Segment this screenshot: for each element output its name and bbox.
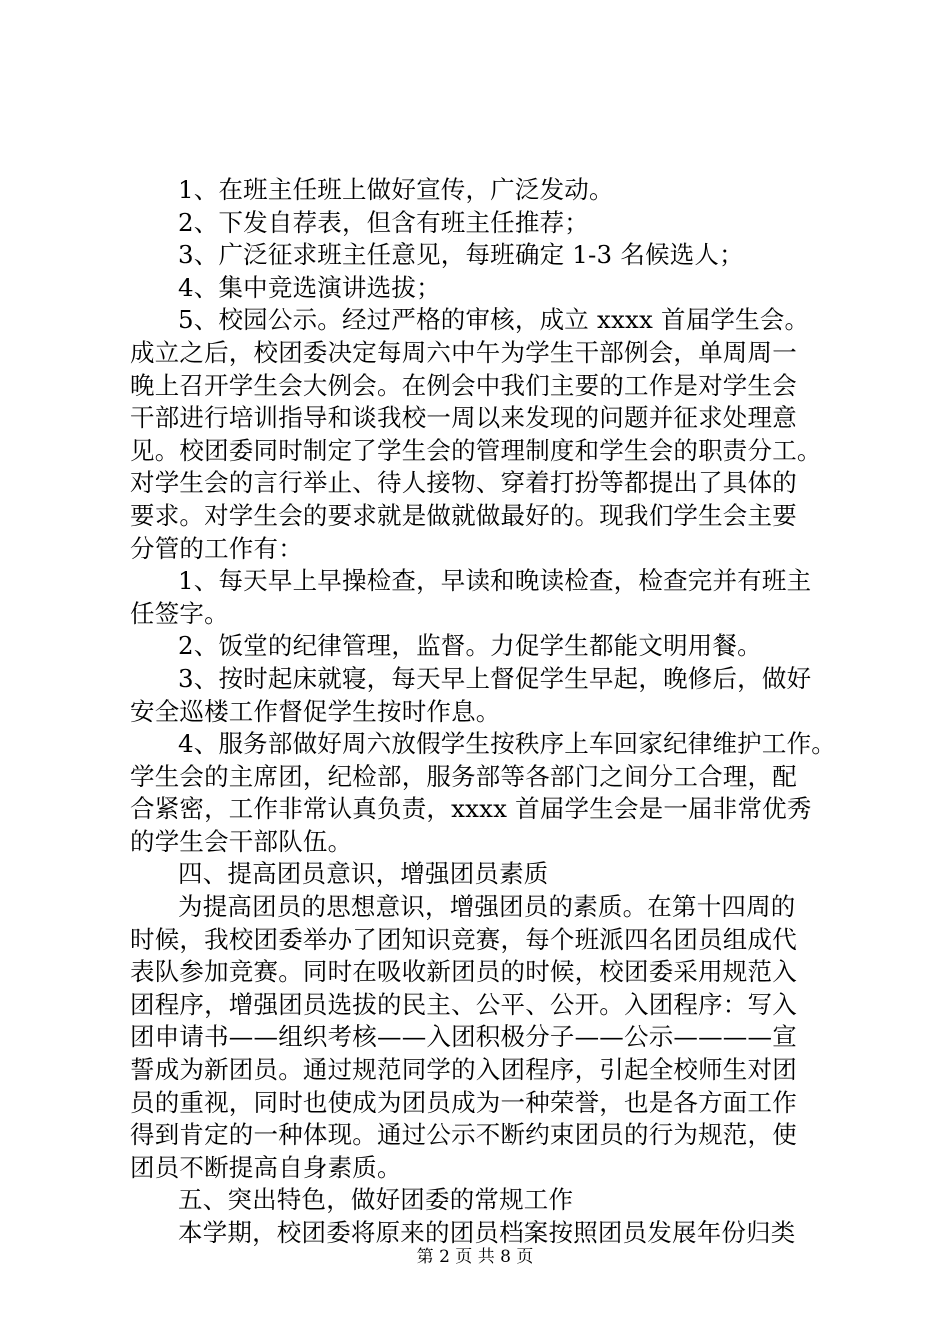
text-line: 为提高团员的思想意识，增强团员的素质。在第十四周的 [178, 892, 796, 922]
page-number-footer: 第 2 页 共 8 页 [416, 1247, 534, 1267]
document-body [130, 174, 836, 1250]
text-line: 团程序，增强团员选拔的民主、公平、公开。入团程序：写入 [130, 989, 797, 1019]
text-line: 五、突出特色，做好团委的常规工作 [178, 1185, 574, 1215]
text-line: 时候，我校团委举办了团知识竞赛，每个班派四名团员组成代 [130, 924, 797, 954]
text-line: 3、广泛征求班主任意见，每班确定 1-3 名候选人； [178, 240, 744, 270]
text-line: 2、下发自荐表，但含有班主任推荐； [178, 207, 589, 237]
text-line: 的学生会干部队伍。 [130, 826, 353, 856]
text-line: 1、每天早上早操检查，早读和晚读检查，检查完并有班主 [178, 566, 812, 596]
text-line: 干部进行培训指导和谈我校一周以来发现的问题并征求处理意 [130, 403, 797, 433]
text-line: 晚上召开学生会大例会。在例会中我们主要的工作是对学生会 [130, 370, 797, 400]
text-line: 任签字。 [130, 598, 229, 628]
text-line: 表队参加竞赛。同时在吸收新团员的时候，校团委采用规范入 [130, 957, 797, 987]
text-line: 安全巡楼工作督促学生按时作息。 [130, 696, 501, 726]
text-line: 3、按时起床就寝，每天早上督促学生早起，晚修后，做好 [178, 663, 812, 693]
text-line: 5、校园公示。经过严格的审核，成立 xxxx 首届学生会。 [178, 305, 810, 335]
text-line: 团申请书——组织考核——入团积极分子——公示————宣 [130, 1022, 797, 1052]
text-line: 学生会的主席团，纪检部，服务部等各部门之间分工合理，配 [130, 761, 797, 791]
text-line: 誓成为新团员。通过规范同学的入团程序，引起全校师生对团 [130, 1055, 797, 1085]
text-line: 分管的工作有： [130, 533, 303, 563]
text-line: 本学期，校团委将原来的团员档案按照团员发展年份归类 [178, 1218, 796, 1247]
text-line: 合紧密，工作非常认真负责，xxxx 首届学生会是一届非常优秀 [130, 794, 812, 824]
text-line: 1、在班主任班上做好宣传，广泛发动。 [178, 175, 614, 204]
text-line: 得到肯定的一种体现。通过公示不断约束团员的行为规范，使 [130, 1120, 797, 1150]
text-line: 4、集中竞选演讲选拔； [178, 272, 441, 302]
text-line: 2、饭堂的纪律管理，监督。力促学生都能文明用餐。 [178, 631, 762, 661]
text-line: 四、提高团员意识，增强团员素质 [178, 859, 549, 889]
text-line: 4、服务部做好周六放假学生按秩序上车回家纪律维护工作。 [178, 729, 836, 759]
text-line: 见。校团委同时制定了学生会的管理制度和学生会的职责分工。 [130, 435, 822, 465]
text-line: 员的重视，同时也使成为团员成为一种荣誉，也是各方面工作 [130, 1087, 797, 1117]
text-line: 团员不断提高自身素质。 [130, 1152, 402, 1182]
text-line: 要求。对学生会的要求就是做就做最好的。现我们学生会主要 [130, 500, 797, 530]
text-line: 成立之后，校团委决定每周六中午为学生干部例会，单周周一 [130, 337, 797, 367]
text-line: 对学生会的言行举止、待人接物、穿着打扮等都提出了具体的 [130, 468, 797, 498]
